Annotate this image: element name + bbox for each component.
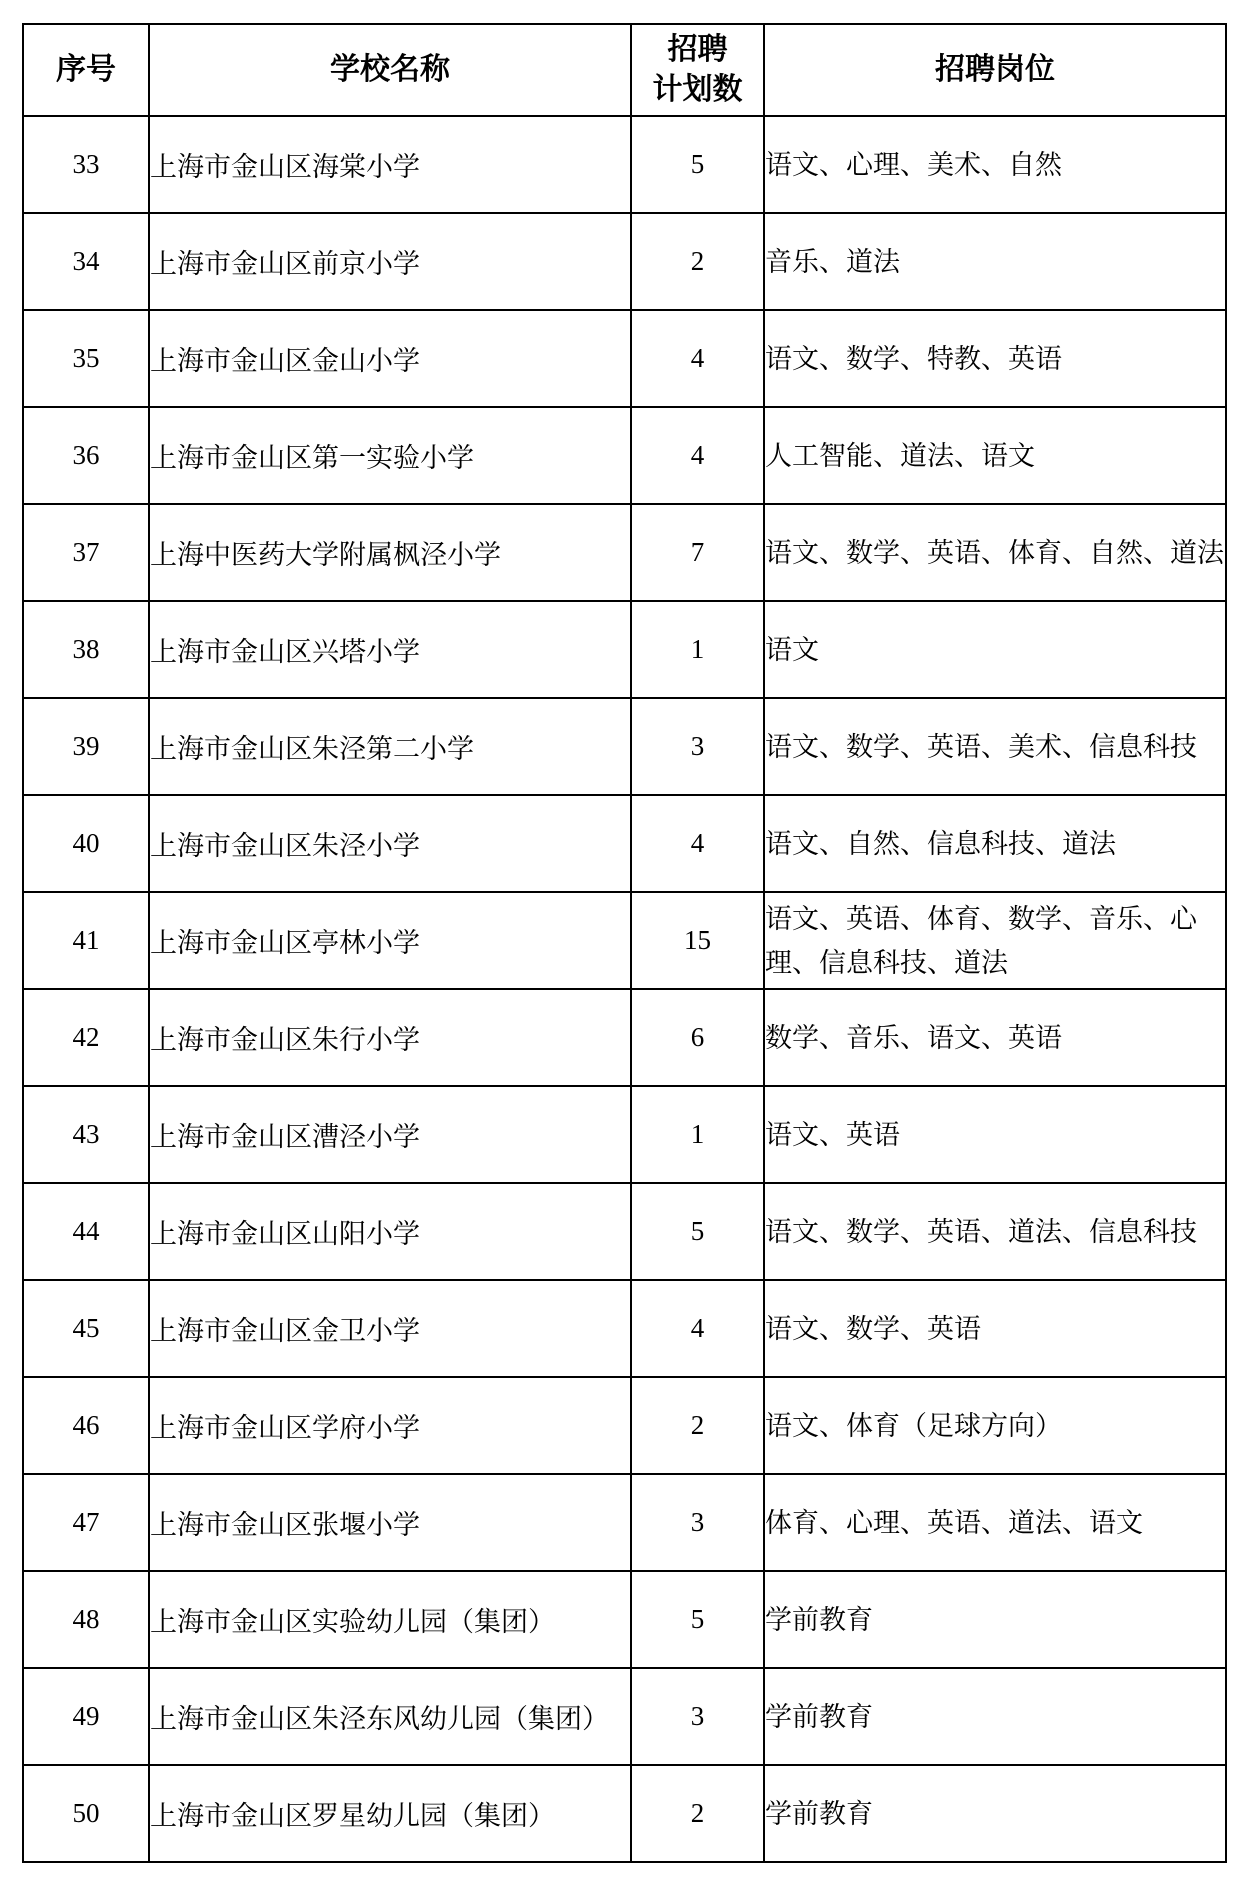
cell-serial: 41 (23, 892, 149, 989)
cell-positions: 语文 (764, 601, 1226, 698)
cell-plan-count: 4 (631, 1280, 764, 1377)
cell-plan-count: 5 (631, 1571, 764, 1668)
cell-serial: 40 (23, 795, 149, 892)
cell-school-name: 上海市金山区亭林小学 (149, 892, 631, 989)
cell-plan-count: 2 (631, 213, 764, 310)
cell-plan-count: 5 (631, 1183, 764, 1280)
cell-positions: 语文、数学、特教、英语 (764, 310, 1226, 407)
cell-school-name: 上海市金山区朱泾第二小学 (149, 698, 631, 795)
cell-plan-count: 4 (631, 407, 764, 504)
cell-serial: 34 (23, 213, 149, 310)
cell-school-name: 上海市金山区朱泾东风幼儿园（集团） (149, 1668, 631, 1765)
header-serial-label: 序号 (56, 52, 116, 86)
cell-school-name: 上海市金山区朱泾小学 (149, 795, 631, 892)
table-row (23, 213, 1226, 310)
header-serial (23, 24, 149, 116)
table-row (23, 698, 1226, 795)
cell-serial: 35 (23, 310, 149, 407)
cell-positions: 体育、心理、英语、道法、语文 (764, 1474, 1226, 1571)
table-row (23, 1668, 1226, 1765)
cell-plan-count: 3 (631, 1668, 764, 1765)
cell-positions: 语文、英语、体育、数学、音乐、心理、信息科技、道法 (764, 892, 1226, 989)
cell-serial: 49 (23, 1668, 149, 1765)
cell-serial: 48 (23, 1571, 149, 1668)
cell-serial: 39 (23, 698, 149, 795)
cell-positions: 人工智能、道法、语文 (764, 407, 1226, 504)
table-row (23, 504, 1226, 601)
cell-serial: 44 (23, 1183, 149, 1280)
cell-plan-count: 7 (631, 504, 764, 601)
table-row (23, 601, 1226, 698)
cell-school-name: 上海中医药大学附属枫泾小学 (149, 504, 631, 601)
cell-school-name: 上海市金山区罗星幼儿园（集团） (149, 1765, 631, 1862)
cell-school-name: 上海市金山区张堰小学 (149, 1474, 631, 1571)
cell-serial: 33 (23, 116, 149, 213)
cell-school-name: 上海市金山区实验幼儿园（集团） (149, 1571, 631, 1668)
header-plan-count-label-line1: 招聘 (667, 32, 728, 66)
table-row (23, 116, 1226, 213)
cell-serial: 43 (23, 1086, 149, 1183)
table-row (23, 1571, 1226, 1668)
table-header (23, 24, 1226, 116)
cell-plan-count: 1 (631, 1086, 764, 1183)
cell-positions: 语文、心理、美术、自然 (764, 116, 1226, 213)
cell-positions: 语文、数学、英语、美术、信息科技 (764, 698, 1226, 795)
header-positions (764, 24, 1226, 116)
cell-school-name: 上海市金山区朱行小学 (149, 989, 631, 1086)
table-row (23, 989, 1226, 1086)
cell-positions: 学前教育 (764, 1765, 1226, 1862)
recruitment-table-container (22, 23, 1227, 1863)
header-school-name (149, 24, 631, 116)
cell-positions: 音乐、道法 (764, 213, 1226, 310)
table-row (23, 892, 1226, 989)
header-row (23, 24, 1226, 116)
cell-serial: 46 (23, 1377, 149, 1474)
cell-plan-count: 4 (631, 795, 764, 892)
cell-positions: 语文、自然、信息科技、道法 (764, 795, 1226, 892)
table-row (23, 1377, 1226, 1474)
header-school-name-label: 学校名称 (330, 52, 450, 86)
cell-school-name: 上海市金山区兴塔小学 (149, 601, 631, 698)
cell-positions: 语文、体育（足球方向） (764, 1377, 1226, 1474)
header-plan-count (631, 24, 764, 116)
cell-serial: 37 (23, 504, 149, 601)
cell-positions: 学前教育 (764, 1571, 1226, 1668)
cell-plan-count: 15 (631, 892, 764, 989)
cell-school-name: 上海市金山区漕泾小学 (149, 1086, 631, 1183)
cell-serial: 42 (23, 989, 149, 1086)
header-positions-label: 招聘岗位 (935, 52, 1055, 86)
cell-plan-count: 1 (631, 601, 764, 698)
cell-serial: 36 (23, 407, 149, 504)
cell-school-name: 上海市金山区第一实验小学 (149, 407, 631, 504)
cell-plan-count: 3 (631, 698, 764, 795)
table-body (23, 116, 1226, 1862)
cell-school-name: 上海市金山区学府小学 (149, 1377, 631, 1474)
cell-positions: 语文、数学、英语、道法、信息科技 (764, 1183, 1226, 1280)
cell-plan-count: 6 (631, 989, 764, 1086)
cell-plan-count: 3 (631, 1474, 764, 1571)
cell-school-name: 上海市金山区金山小学 (149, 310, 631, 407)
cell-positions: 学前教育 (764, 1668, 1226, 1765)
cell-plan-count: 5 (631, 116, 764, 213)
cell-school-name: 上海市金山区山阳小学 (149, 1183, 631, 1280)
cell-serial: 47 (23, 1474, 149, 1571)
cell-serial: 50 (23, 1765, 149, 1862)
cell-positions: 语文、数学、英语 (764, 1280, 1226, 1377)
cell-serial: 38 (23, 601, 149, 698)
cell-positions: 语文、英语 (764, 1086, 1226, 1183)
table-row (23, 407, 1226, 504)
cell-plan-count: 4 (631, 310, 764, 407)
table-row (23, 1280, 1226, 1377)
table-row (23, 1474, 1226, 1571)
table-row (23, 1765, 1226, 1862)
recruitment-table (22, 23, 1227, 1863)
cell-positions: 语文、数学、英语、体育、自然、道法 (764, 504, 1226, 601)
cell-plan-count: 2 (631, 1765, 764, 1862)
header-plan-count-label-line2: 计划数 (652, 73, 743, 106)
table-row (23, 1086, 1226, 1183)
table-row (23, 1183, 1226, 1280)
cell-serial: 45 (23, 1280, 149, 1377)
cell-school-name: 上海市金山区金卫小学 (149, 1280, 631, 1377)
cell-school-name: 上海市金山区前京小学 (149, 213, 631, 310)
cell-positions: 数学、音乐、语文、英语 (764, 989, 1226, 1086)
cell-plan-count: 2 (631, 1377, 764, 1474)
table-row (23, 795, 1226, 892)
table-row (23, 310, 1226, 407)
cell-school-name: 上海市金山区海棠小学 (149, 116, 631, 213)
